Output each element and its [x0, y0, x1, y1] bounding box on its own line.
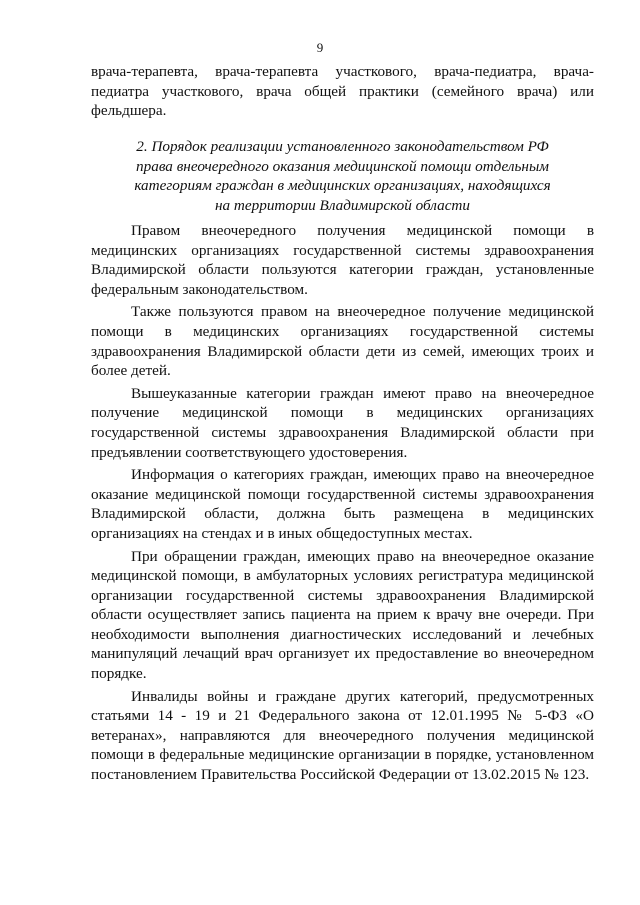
body-paragraph: Информация о категориях граждан, имеющих право на внеочередное оказание медицинской помощи государственной системы здравоохранения Владимирской области, должна быть размещена в медицинских организациях на стендах и в иных общедоступных местах.	[91, 466, 594, 542]
section-heading-line: права внеочередного оказания медицинской помощи отдельным	[136, 157, 549, 175]
body-paragraph: Правом внеочередного получения медицинской помощи в медицинских организациях государственной системы здравоохранения Владимирской области пользуются категории граждан, установленные федеральным законодательством.	[91, 222, 594, 298]
section-heading-line: 2. Порядок реализации установленного законодательством РФ	[136, 138, 549, 155]
section-heading-line: на территории Владимирской области	[215, 196, 470, 214]
section-heading-line: категориям граждан в медицинских организациях, находящихся	[134, 177, 551, 195]
body-paragraph: Также пользуются правом на внеочередное получение медицинской помощи в медицинских организациях государственной системы здравоохранения Владимирской области дети из семей, имеющих троих и более детей.	[91, 303, 594, 380]
section-body	[91, 221, 594, 788]
body-paragraph: Вышеуказанные категории граждан имеют право на внеочередное получение медицинской помощи в медицинских организациях государственной системы здравоохранения Владимирской области при предъявлении соответствующего удостоверения.	[91, 384, 594, 461]
section-heading	[91, 137, 594, 215]
intro-paragraph: врача-терапевта, врача-терапевта участкового, врача-педиатра, врача-педиатра участкового, врача общей практики (семейного врача) или фельдшера.	[91, 63, 594, 120]
body-paragraph: Инвалиды войны и граждане других категорий, предусмотренных статьями 14 - 19 и 21 Федерального закона от 12.01.1995 № 5-ФЗ «О ветеранах», направляются для внеочередного получения медицинской помощи в федеральные медицинские организации в порядке, установленном постановлением Правительства Российской Федерации от 13.02.2015 № 123.	[91, 687, 594, 784]
page-number: 9	[316, 40, 324, 55]
body-paragraph: При обращении граждан, имеющих право на внеочередное оказание медицинской помощи, в амбулаторных условиях регистратура медицинской организации государственной системы здравоохранения Владимирской области осуществляет запись пациента на прием к врачу вне очереди. При необходимости выполнения диагностических исследований и лечебных манипуляций лечащий врач организует их предоставление во внеочередном порядке.	[91, 547, 594, 683]
